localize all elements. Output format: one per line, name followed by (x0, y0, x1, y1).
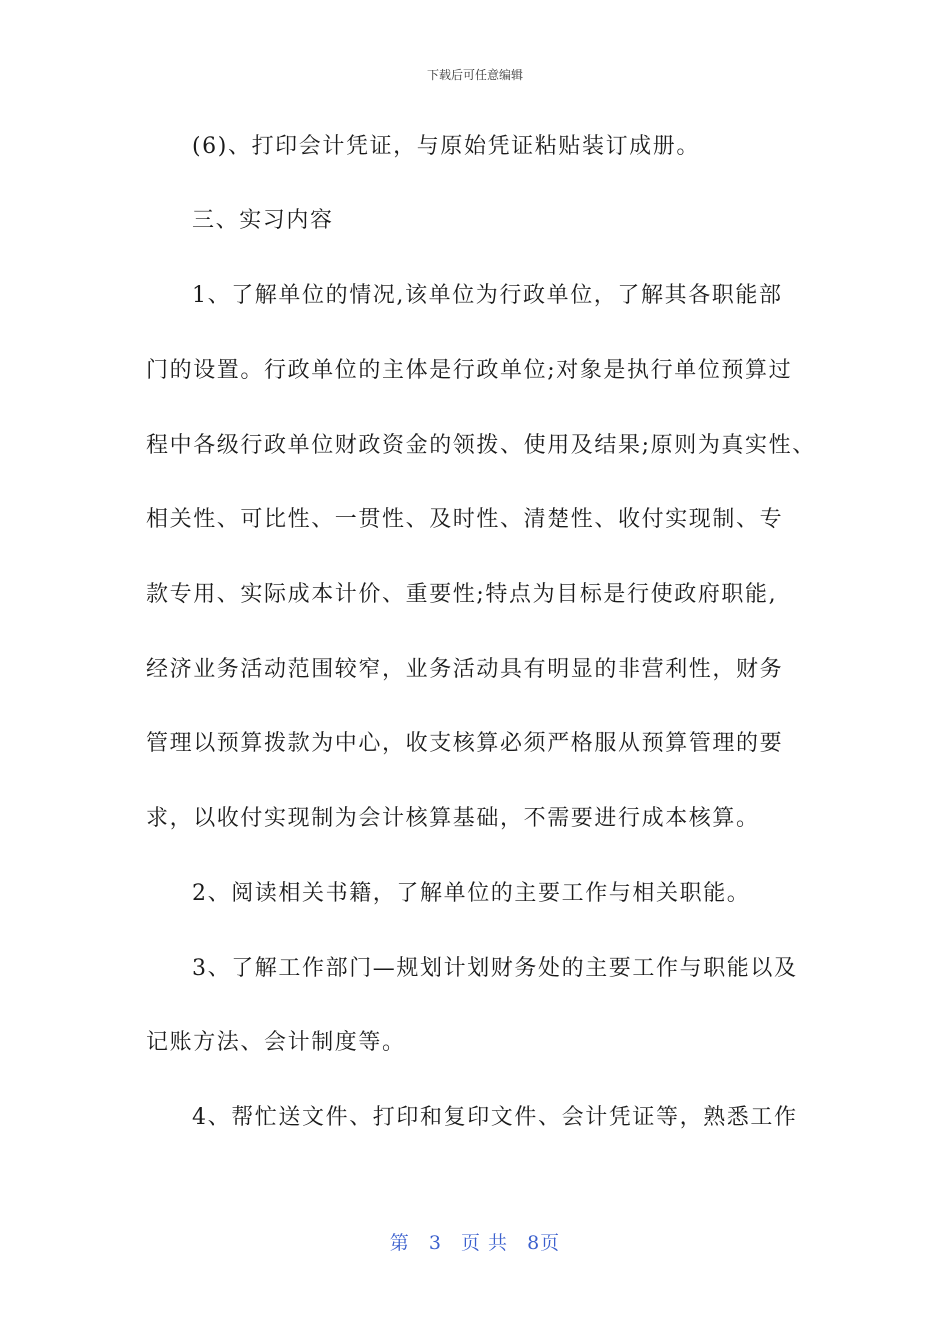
paragraph-line: 4、帮忙送文件、打印和复印文件、会计凭证等，熟悉工作 (192, 1105, 798, 1130)
paragraph-line: 2、阅读相关书籍，了解单位的主要工作与相关职能。 (192, 881, 751, 906)
paragraph-line: 求，以收付实现制为会计核算基础，不需要进行成本核算。 (146, 806, 760, 831)
paragraph-line: 记账方法、会计制度等。 (146, 1030, 406, 1055)
paragraph-line: 相关性、可比性、一贯性、及时性、清楚性、收付实现制、专 (146, 507, 784, 532)
paragraph-line: 3、了解工作部门—规划计划财务处的主要工作与职能以及 (192, 956, 798, 981)
paragraph-line: 款专用、实际成本计价、重要性;特点为目标是行使政府职能, (146, 582, 778, 607)
paragraph-line: 经济业务活动范围较窄，业务活动具有明显的非营利性，财务 (146, 657, 784, 682)
page-header: 下载后可任意编辑 (426, 68, 523, 82)
paragraph-line: (6)、打印会计凭证，与原始凭证粘贴装订成册。 (192, 134, 700, 159)
paragraph-line: 门的设置。行政单位的主体是行政单位;对象是执行单位预算过 (146, 358, 793, 383)
page-label-mid: 页 共 (461, 1232, 509, 1254)
section-heading: 三、实习内容 (192, 208, 334, 233)
page-label-prefix: 第 (389, 1232, 410, 1254)
paragraph-line: 管理以预算拨款为中心，收支核算必须严格服从预算管理的要 (146, 731, 784, 756)
current-page-number: 3 (428, 1232, 442, 1254)
total-pages: 8页 (527, 1232, 561, 1254)
page-number-footer (0, 1228, 950, 1255)
paragraph-line: 1、了解单位的情况,该单位为行政单位，了解其各职能部 (192, 283, 783, 308)
paragraph-line: 程中各级行政单位财政资金的领拨、使用及结果;原则为真实性、 (146, 433, 816, 458)
